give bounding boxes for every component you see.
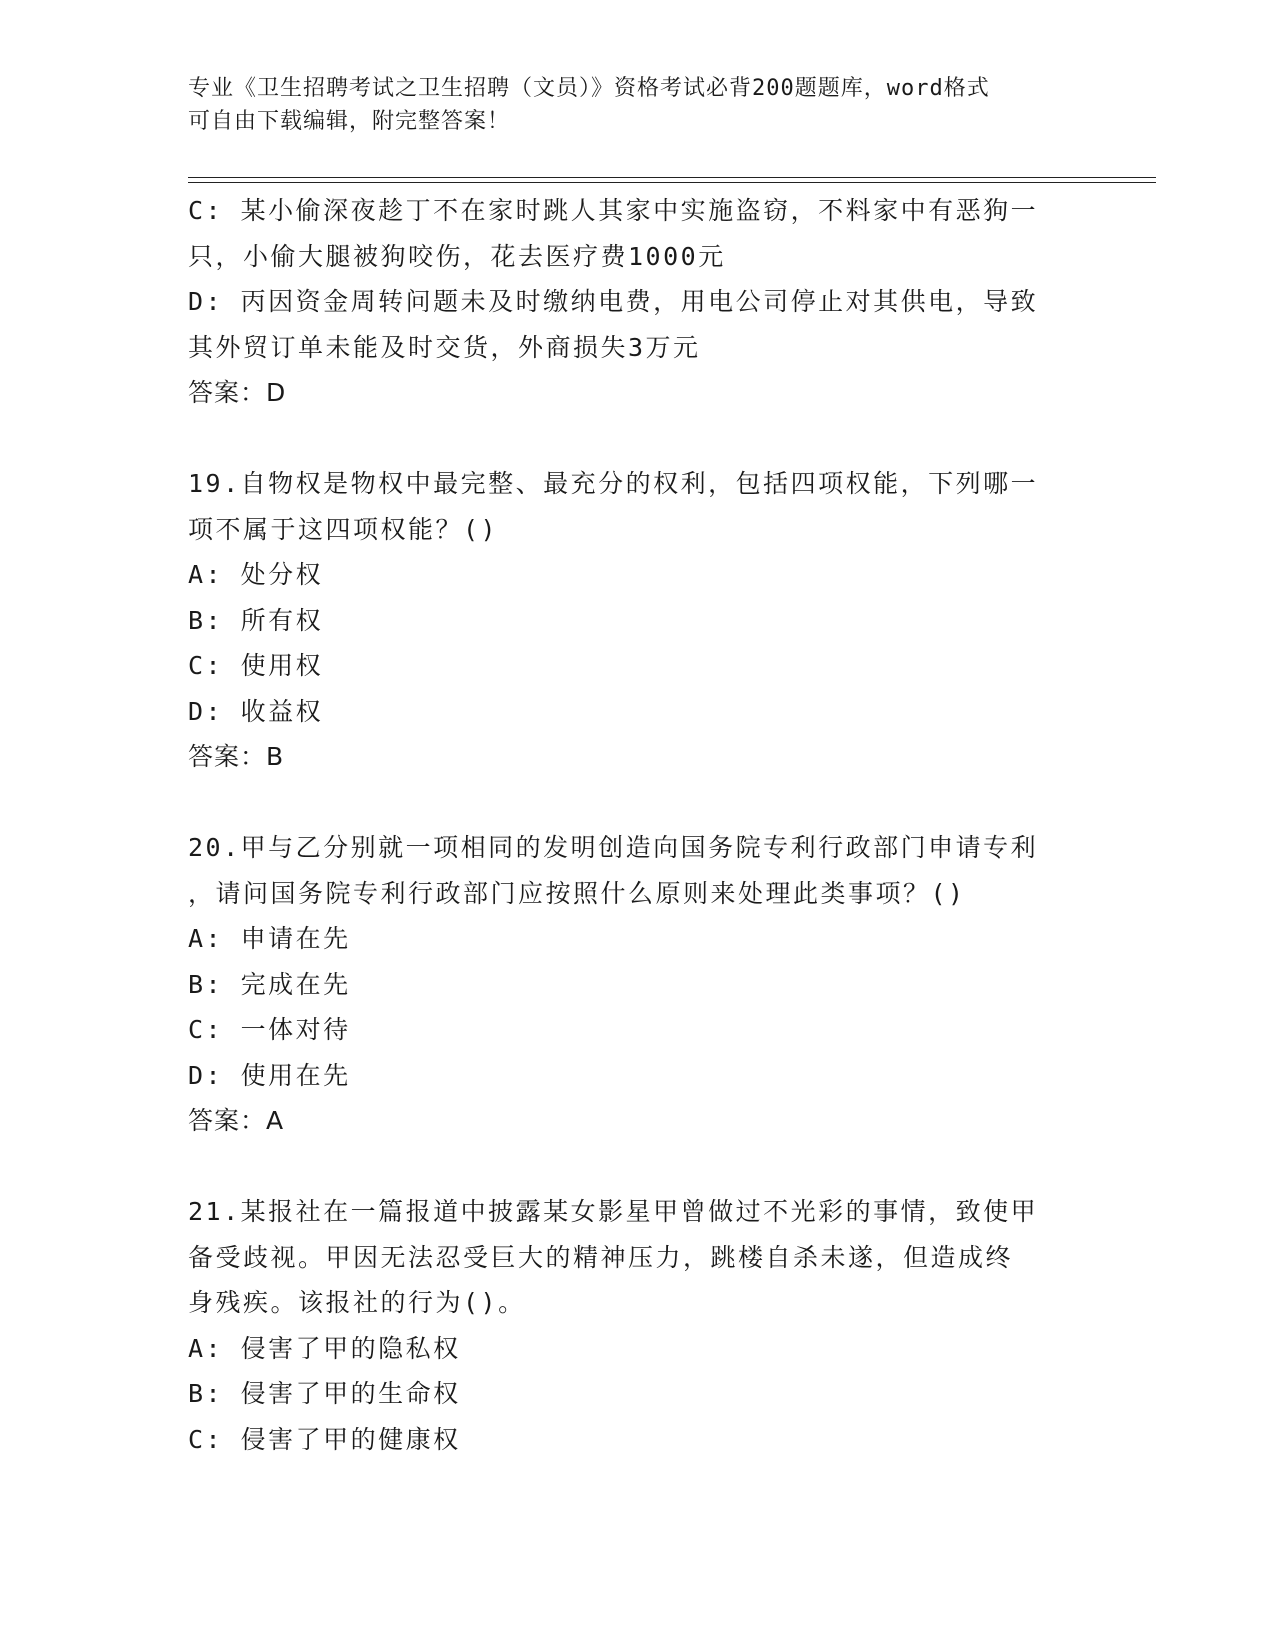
question-21-option-a: A: 侵害了甲的隐私权 bbox=[188, 1333, 461, 1363]
question-19-option-d: D: 收益权 bbox=[188, 696, 324, 726]
question-19 bbox=[188, 461, 1088, 780]
answer-19: 答案：B bbox=[188, 742, 285, 771]
question-21-option-c: C: 侵害了甲的健康权 bbox=[188, 1424, 461, 1454]
question-18-carryover bbox=[188, 188, 1088, 416]
question-20-stem-line-2: ，请问国务院专利行政部门应按照什么原则来处理此类事项？() bbox=[188, 878, 966, 908]
question-20-option-d: D: 使用在先 bbox=[188, 1060, 351, 1090]
option-d-line-1: D: 丙因资金周转问题未及时缴纳电费，用电公司停止对其供电，导致 bbox=[188, 287, 1039, 316]
option-c-line-1: C: 某小偷深夜趁丁不在家时跳人其家中实施盗窃，不料家中有恶狗一 bbox=[188, 196, 1039, 225]
header-title-line-2: 可自由下载编辑，附完整答案！ bbox=[188, 109, 511, 134]
answer-18: 答案：D bbox=[188, 378, 287, 407]
option-d-line-2: 其外贸订单未能及时交货，外商损失3万元 bbox=[188, 332, 701, 362]
spacer bbox=[188, 416, 1088, 462]
header-title-line-1: 专业《卫生招聘考试之卫生招聘（文员）》资格考试必背200题题库，word格式 bbox=[188, 76, 990, 101]
question-21-stem-line-1: 21.某报社在一篇报道中披露某女影星甲曾做过不光彩的事情，致使甲 bbox=[188, 1197, 1039, 1226]
spacer bbox=[188, 780, 1088, 826]
answer-20: 答案：A bbox=[188, 1106, 285, 1135]
option-c-line-2: 只，小偷大腿被狗咬伤，花去医疗费1000元 bbox=[188, 241, 726, 271]
question-20 bbox=[188, 825, 1088, 1144]
question-19-stem-line-2: 项不属于这四项权能？() bbox=[188, 514, 499, 544]
question-20-stem-line-1: 20.甲与乙分别就一项相同的发明创造向国务院专利行政部门申请专利 bbox=[188, 833, 1039, 862]
question-21-stem-line-2: 备受歧视。甲因无法忍受巨大的精神压力，跳楼自杀未遂，但造成终 bbox=[188, 1242, 1014, 1272]
question-19-option-b: B: 所有权 bbox=[188, 605, 324, 635]
document-body bbox=[188, 188, 1088, 1462]
question-20-option-b: B: 完成在先 bbox=[188, 969, 351, 999]
question-21-stem-line-3: 身残疾。该报社的行为()。 bbox=[188, 1288, 526, 1317]
question-20-option-c: C: 一体对待 bbox=[188, 1015, 351, 1044]
question-19-option-c: C: 使用权 bbox=[188, 651, 324, 680]
document-header bbox=[188, 72, 1088, 138]
question-20-option-a: A: 申请在先 bbox=[188, 924, 351, 953]
header-divider-top bbox=[188, 177, 1156, 178]
question-19-option-a: A: 处分权 bbox=[188, 560, 324, 589]
question-21-option-b: B: 侵害了甲的生命权 bbox=[188, 1379, 461, 1408]
question-21 bbox=[188, 1189, 1088, 1462]
question-19-stem-line-1: 19.自物权是物权中最完整、最充分的权利，包括四项权能，下列哪一 bbox=[188, 469, 1039, 498]
spacer bbox=[188, 1144, 1088, 1190]
header-divider-bottom bbox=[188, 182, 1156, 183]
